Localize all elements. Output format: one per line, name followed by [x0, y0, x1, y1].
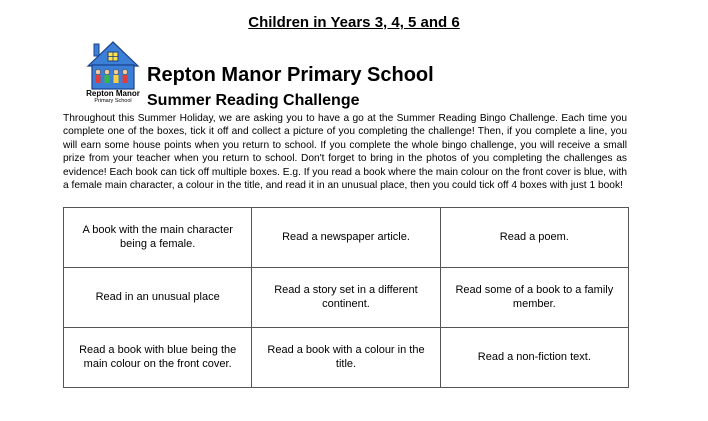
logo-caption — [78, 89, 148, 105]
bingo-cell-text: Read a story set in a different continent. — [274, 284, 418, 310]
bingo-cell — [440, 208, 628, 268]
bingo-cell — [64, 268, 252, 328]
bingo-cell-text: Read a newspaper article. — [282, 230, 410, 243]
bingo-cell — [440, 268, 628, 328]
school-name: Repton Manor Primary School — [147, 64, 434, 86]
page-heading: Children in Years 3, 4, 5 and 6 — [248, 14, 460, 31]
bingo-grid — [63, 207, 629, 388]
logo-caption-line1: Repton Manor — [86, 89, 140, 98]
bingo-cell-text: Read a poem. — [499, 230, 569, 243]
bingo-cell-text: Read in an unusual place — [95, 290, 220, 303]
intro-paragraph: Throughout this Summer Holiday, we are asking you to have a go at the Summer Reading Bingo Challenge. Each time you complete one of the boxes, tick it off and collect a picture of you completing the challenge! Then, if you complete a line, you will earn some house points when you return to school. If you complete the whole bingo challenge, you will receive a small prize from your teacher when you return to school. Don't forget to bring in the photos of you completing the challenges as evidence! Each book can tick off multiple boxes. E.g. If you read a book where the main colour on the front cover is blue, with a female main character, a colour in the title, and read it in an unusual place, then you could tick off 4 boxes with just 1 book! — [63, 113, 627, 192]
bingo-cell-text: Read some of a book to a family member. — [455, 284, 614, 310]
bingo-cell — [64, 328, 252, 388]
bingo-cell-text: Read a book with blue being the main colour on the front cover. — [79, 344, 237, 370]
challenge-title: Summer Reading Challenge — [147, 92, 360, 109]
bingo-cell — [64, 208, 252, 268]
bingo-cell — [440, 328, 628, 388]
bingo-cell-text: A book with the main character being a female. — [82, 224, 233, 250]
bingo-cell-text: Read a non-fiction text. — [477, 350, 591, 363]
logo-caption-line2: Primary School — [94, 98, 132, 104]
bingo-row — [64, 328, 629, 388]
bingo-row — [64, 268, 629, 328]
bingo-cell-text: Read a book with a colour in the title. — [267, 344, 425, 370]
bingo-cell — [252, 208, 440, 268]
bingo-cell — [252, 328, 440, 388]
bingo-row — [64, 208, 629, 268]
bingo-cell — [252, 268, 440, 328]
